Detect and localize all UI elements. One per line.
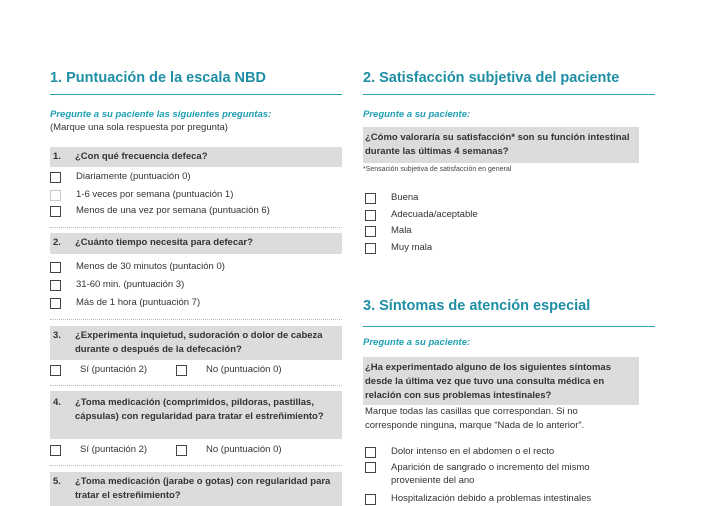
question-5-text: ¿Toma medicación (jarabe o gotas) con regularidad para tratar el estreñimiento? xyxy=(75,476,331,501)
question-1-number: 1. xyxy=(53,151,61,162)
checkbox[interactable] xyxy=(365,210,376,221)
checkbox[interactable] xyxy=(365,243,376,254)
q2-option-3[interactable]: Más de 1 hora (puntuación 7) xyxy=(50,297,200,309)
checkbox[interactable] xyxy=(50,206,61,217)
q2-option-2[interactable]: 31-60 min. (puntuación 3) xyxy=(50,279,184,291)
satisfaction-option-muy-mala[interactable]: Muy mala xyxy=(365,242,432,254)
checkbox[interactable] xyxy=(50,172,61,183)
question-4-text: ¿Toma medicación (comprimidos, píldoras, pastillas, cápsulas) con regularidad para tratar el estreñimiento? xyxy=(75,397,324,422)
q1-option-1[interactable]: Diariamente (puntuación 0) xyxy=(50,171,191,183)
question-3-bar xyxy=(50,326,342,360)
divider xyxy=(50,319,342,320)
checkbox[interactable] xyxy=(176,445,187,456)
q2-option-1[interactable]: Menos de 30 minutos (puntación 0) xyxy=(50,261,225,273)
divider xyxy=(50,227,342,228)
checkbox[interactable] xyxy=(50,365,61,376)
symptom-option-pain[interactable]: Dolor intenso en el abdomen o el recto xyxy=(365,446,554,458)
q1-option-3[interactable]: Menos de una vez por semana (puntuación 6) xyxy=(50,205,270,217)
q1-option-2[interactable]: 1-6 veces por semana (puntuación 1) xyxy=(50,189,233,201)
question-4-bar xyxy=(50,391,342,439)
checkbox[interactable] xyxy=(50,298,61,309)
divider xyxy=(50,385,342,386)
question-5-number: 5. xyxy=(53,476,61,487)
q4-option-yes[interactable]: Sí (puntación 2) xyxy=(50,444,147,456)
section-1-prompt: Pregunte a su paciente las siguientes preguntas: xyxy=(50,109,272,120)
checkbox[interactable] xyxy=(50,262,61,273)
section-3-rule xyxy=(363,326,655,327)
checkbox[interactable] xyxy=(50,445,61,456)
satisfaction-option-adecuada[interactable]: Adecuada/aceptable xyxy=(365,209,478,221)
question-3-number: 3. xyxy=(53,330,61,341)
checkbox[interactable] xyxy=(365,226,376,237)
satisfaction-option-buena[interactable]: Buena xyxy=(365,192,418,204)
checkbox[interactable] xyxy=(365,462,376,473)
checkbox[interactable] xyxy=(50,280,61,291)
checkbox[interactable] xyxy=(365,193,376,204)
section-1-rule xyxy=(50,94,342,95)
symptoms-question-text: ¿Ha experimentado alguno de los siguientes síntomas desde la última vez que tuvo una consulta médica en relación con sus problemas intestinales? xyxy=(365,362,611,401)
section-3-title: 3. Síntomas de atención especial xyxy=(363,298,591,314)
checkbox[interactable] xyxy=(50,190,61,201)
question-3-text: ¿Experimenta inquietud, sudoración o dolor de cabeza durante o después de la defecación? xyxy=(75,330,323,355)
satisfaction-question-text: ¿Cómo valoraría su satisfacción* son su función intestinal durante las últimas 4 semanas? xyxy=(365,132,630,157)
question-1-text: ¿Con qué frecuencia defeca? xyxy=(75,151,208,162)
symptom-option-hospitalization[interactable]: Hospitalización debido a problemas intestinales xyxy=(365,493,591,505)
checkbox[interactable] xyxy=(365,447,376,458)
symptoms-instruction: Marque todas las casillas que correspondan. Si no corresponde ninguna, marque “Nada de lo anterior”. xyxy=(365,406,585,431)
section-2-rule xyxy=(363,94,655,95)
divider xyxy=(50,465,342,466)
q4-option-no[interactable]: No (puntuación 0) xyxy=(176,444,282,456)
satisfaction-footnote: *Sensación subjetiva de satisfacción en general xyxy=(363,166,512,173)
q3-option-yes[interactable]: Sí (puntación 2) xyxy=(50,364,147,376)
question-1-bar xyxy=(50,147,342,167)
section-2-title: 2. Satisfacción subjetiva del paciente xyxy=(363,70,620,86)
symptom-option-bleeding[interactable]: Aparición de sangrado o incremento del mismo proveniente del ano xyxy=(365,461,627,487)
question-5-bar xyxy=(50,472,342,506)
question-2-bar xyxy=(50,233,342,254)
section-3-prompt: Pregunte a su paciente: xyxy=(363,337,471,348)
section-2-prompt: Pregunte a su paciente: xyxy=(363,109,471,120)
section-1-title: 1. Puntuación de la escala NBD xyxy=(50,70,266,86)
question-2-text: ¿Cuánto tiempo necesita para defecar? xyxy=(75,237,253,248)
satisfaction-option-mala[interactable]: Mala xyxy=(365,225,412,237)
section-1-instruction: (Marque una sola respuesta por pregunta) xyxy=(50,122,228,133)
symptoms-question-bar xyxy=(363,357,639,405)
question-4-number: 4. xyxy=(53,397,61,408)
question-2-number: 2. xyxy=(53,237,61,248)
checkbox[interactable] xyxy=(365,494,376,505)
checkbox[interactable] xyxy=(176,365,187,376)
satisfaction-question-bar xyxy=(363,127,639,163)
q3-option-no[interactable]: No (puntuación 0) xyxy=(176,364,282,376)
